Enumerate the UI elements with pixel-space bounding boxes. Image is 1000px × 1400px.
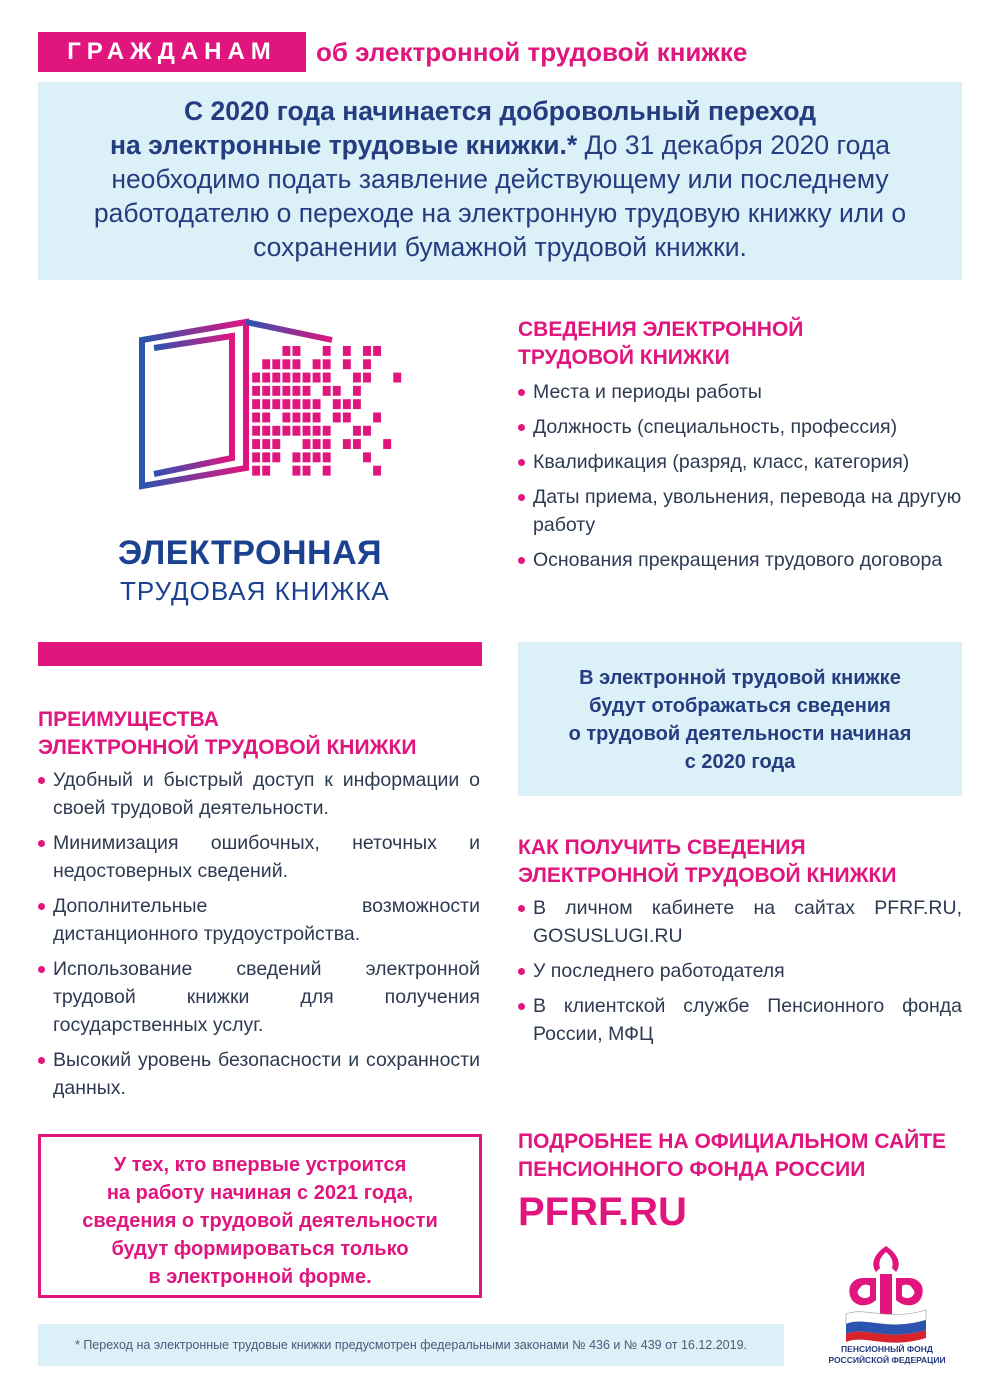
new-employees-note <box>38 1134 482 1298</box>
logo-subtitle: ТРУДОВАЯ КНИЖКА <box>120 576 390 606</box>
logo-pixel <box>313 452 321 462</box>
logo-pixel <box>363 359 371 369</box>
logo-pixel <box>343 439 351 449</box>
logo-pixel <box>262 466 270 476</box>
logo-pixel <box>313 413 321 423</box>
logo-pixel <box>252 426 260 436</box>
logo-pixel <box>292 452 300 462</box>
list-item: Даты приема, увольнения, перевода на другую работу <box>518 483 962 539</box>
logo-pixel <box>252 466 260 476</box>
logo-pixel <box>292 373 300 383</box>
svedeniya-list <box>518 378 962 581</box>
logo-pixel <box>252 399 260 409</box>
etk-book-logo-icon <box>136 318 406 504</box>
pink-divider <box>38 642 482 666</box>
logo-title: ЭЛЕКТРОННАЯ <box>118 534 383 572</box>
logo-pixel <box>272 373 280 383</box>
logo-pixel <box>323 426 331 436</box>
list-item: Минимизация ошибочных, неточных и недостоверных сведений. <box>38 829 480 885</box>
logo-pixel <box>323 386 331 396</box>
logo-pixel <box>282 386 290 396</box>
logo-pixel <box>282 346 290 356</box>
logo-pixel <box>252 439 260 449</box>
more-title-line1: ПОДРОБНЕЕ НА ОФИЦИАЛЬНОМ САЙТЕ <box>518 1130 947 1153</box>
logo-pixel <box>292 413 300 423</box>
info-box-line4: с 2020 года <box>684 751 796 773</box>
note-line3: сведения о трудовой деятельности <box>82 1210 438 1232</box>
pfr-name-line1: ПЕНСИОННЫЙ ФОНД <box>841 1344 933 1354</box>
intro-text: До 31 декабря 2020 года необходимо подать заявление действующему или последнему работодателю о переходе на электронную трудовую книжку или о сохранении бумажной трудовой книжки. <box>93 130 907 262</box>
list-item: Должность (специальность, профессия) <box>518 413 962 441</box>
logo-pixel <box>323 373 331 383</box>
logo-pixel <box>292 399 300 409</box>
list-item: В клиентской службе Пенсионного фонда России, МФЦ <box>518 992 962 1048</box>
note-line4: будут формироваться только <box>111 1238 409 1260</box>
note-line1: У тех, кто впервые устроится <box>113 1154 407 1176</box>
logo-pixel <box>272 386 280 396</box>
logo-pixel <box>303 426 311 436</box>
footnote: * Переход на электронные трудовые книжки предусмотрен федеральными законами № 436 и № 439 от 16.12.2019. <box>38 1324 784 1366</box>
logo-pixel <box>282 399 290 409</box>
logo-pixel <box>323 359 331 369</box>
logo-pixel <box>303 466 311 476</box>
logo-pixel <box>353 439 361 449</box>
pfr-name-line2: РОССИЙСКОЙ ФЕДЕРАЦИИ <box>828 1355 946 1365</box>
logo-pixel <box>363 346 371 356</box>
logo-pixel <box>272 399 280 409</box>
advantages-title-line1: ПРЕИМУЩЕСТВА <box>38 708 219 731</box>
pfr-name <box>812 1344 962 1366</box>
logo-pixel <box>262 413 270 423</box>
info-box-line2: будут отображаться сведения <box>589 695 891 717</box>
website-link[interactable]: PFRF.RU <box>518 1190 687 1234</box>
list-item: Дополнительные возможности дистанционного трудоустройства. <box>38 892 480 948</box>
logo-pixel <box>333 413 341 423</box>
logo-pixel <box>353 373 361 383</box>
more-title-line2: ПЕНСИОННОГО ФОНДА РОССИИ <box>518 1158 866 1181</box>
list-item: Удобный и быстрый доступ к информации о своей трудовой деятельности. <box>38 766 480 822</box>
how-list <box>518 894 962 1055</box>
logo-pixel <box>303 439 311 449</box>
logo-pixel <box>333 399 341 409</box>
logo-pixel <box>323 452 331 462</box>
logo-pixel <box>353 386 361 396</box>
logo-pixel <box>363 373 371 383</box>
info-box-line3: о трудовой деятельности начиная <box>568 723 912 745</box>
advantages-title-line2: ЭЛЕКТРОННОЙ ТРУДОВОЙ КНИЖКИ <box>38 736 417 759</box>
logo-pixel <box>373 466 381 476</box>
more-info-title <box>518 1128 968 1184</box>
logo-pixel <box>292 426 300 436</box>
logo-pixel <box>252 452 260 462</box>
logo-pixel <box>373 413 381 423</box>
svedeniya-title-line2: ТРУДОВОЙ КНИЖКИ <box>518 346 730 369</box>
list-item: У последнего работодателя <box>518 957 962 985</box>
book-outline <box>154 336 232 474</box>
logo-pixel <box>343 399 351 409</box>
logo-pixel <box>262 452 270 462</box>
how-title-line1: КАК ПОЛУЧИТЬ СВЕДЕНИЯ <box>518 836 806 859</box>
intro-bold-line1: С 2020 года начинается добровольный переход <box>183 96 817 126</box>
book-outline <box>246 322 332 340</box>
logo-pixel <box>353 426 361 436</box>
logo-pixel <box>303 413 311 423</box>
list-item: В личном кабинете на сайтах PFRF.RU, GOSUSLUGI.RU <box>518 894 962 950</box>
note-line5: в электронной форме. <box>148 1266 372 1288</box>
logo-pixel <box>262 426 270 436</box>
logo-pixel <box>303 386 311 396</box>
logo-pixel <box>333 386 341 396</box>
logo-pixel <box>272 439 280 449</box>
logo-pixel <box>303 373 311 383</box>
logo-pixel <box>343 359 351 369</box>
logo-pixel <box>292 359 300 369</box>
logo-pixel <box>323 466 331 476</box>
logo-pixel <box>292 466 300 476</box>
logo-pixel <box>252 413 260 423</box>
logo-pixel <box>303 399 311 409</box>
logo-pixel <box>292 386 300 396</box>
note-line2: на работу начиная с 2021 года, <box>106 1182 414 1204</box>
logo-pixel <box>343 413 351 423</box>
svedeniya-title <box>518 316 958 372</box>
logo-pixel <box>303 452 311 462</box>
list-item: Места и периоды работы <box>518 378 962 406</box>
logo-pixel <box>323 346 331 356</box>
list-item: Использование сведений электронной трудовой книжки для получения государственных услуг. <box>38 955 480 1039</box>
logo-pixel <box>262 386 270 396</box>
list-item: Основания прекращения трудового договора <box>518 546 962 574</box>
logo-pixel <box>363 452 371 462</box>
logo-pixel <box>272 359 280 369</box>
logo-pixel <box>282 359 290 369</box>
logo-pixel <box>252 386 260 396</box>
logo-pixel <box>282 373 290 383</box>
logo-pixel <box>262 439 270 449</box>
list-item: Высокий уровень безопасности и сохранности данных. <box>38 1046 480 1102</box>
logo-pixel <box>262 399 270 409</box>
logo-pixel <box>272 452 280 462</box>
list-item: Квалификация (разряд, класс, категория) <box>518 448 962 476</box>
header-subtitle: об электронной трудовой книжке <box>316 37 748 67</box>
intro-box <box>38 82 962 280</box>
logo-pixel <box>262 359 270 369</box>
info-box <box>518 642 962 796</box>
logo-pixel <box>262 373 270 383</box>
svedeniya-title-line1: СВЕДЕНИЯ ЭЛЕКТРОННОЙ <box>518 318 804 341</box>
logo-pixel <box>313 426 321 436</box>
logo-pixel <box>282 426 290 436</box>
logo-pixel <box>272 426 280 436</box>
advantages-title <box>38 706 482 762</box>
header-tag: ГРАЖДАНАМ <box>38 32 306 72</box>
logo-pixel <box>313 373 321 383</box>
logo-pixel <box>383 439 391 449</box>
logo-pixel <box>313 439 321 449</box>
logo-pixel <box>292 346 300 356</box>
how-title-line2: ЭЛЕКТРОННОЙ ТРУДОВОЙ КНИЖКИ <box>518 864 897 887</box>
logo-pixel <box>313 399 321 409</box>
logo-pixel <box>373 346 381 356</box>
logo-pixel <box>353 399 361 409</box>
logo-pixel <box>252 373 260 383</box>
logo-pixel <box>323 439 331 449</box>
how-title <box>518 834 962 890</box>
logo-pixel <box>313 359 321 369</box>
info-box-line1: В электронной трудовой книжке <box>579 667 901 689</box>
logo-pixel <box>343 346 351 356</box>
logo-pixel <box>363 426 371 436</box>
pfr-emblem-icon <box>836 1244 936 1344</box>
intro-bold-line2: на электронные трудовые книжки.* <box>110 130 578 160</box>
logo-pixel <box>393 373 401 383</box>
logo-pixel <box>282 413 290 423</box>
advantages-list <box>38 766 480 1109</box>
